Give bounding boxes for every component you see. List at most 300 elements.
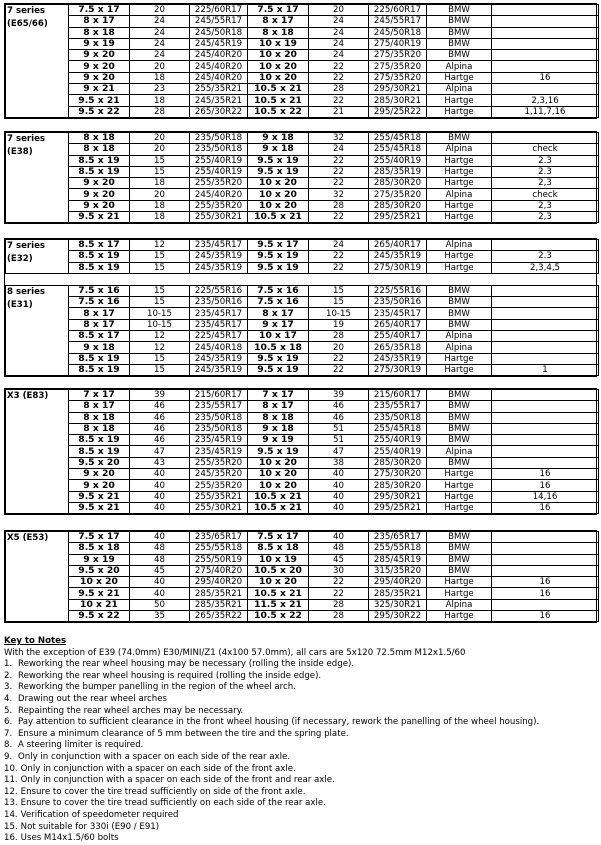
front-tyre: 245/40R18 (190, 342, 248, 353)
front-rim-size: 9 x 21 (69, 84, 130, 95)
note-item (4, 694, 599, 706)
note-text: Reworking the bumper panelling in the region of the wheel arch. (18, 682, 296, 693)
table-row (6, 95, 599, 106)
table-row (6, 457, 599, 468)
rear-rim-size: 7.5 x 17 (248, 532, 309, 543)
notes-ref (492, 50, 599, 61)
front-rim-size: 8 x 18 (69, 412, 130, 423)
rear-tyre: 285/45R19 (369, 554, 427, 565)
rear-offset: 39 (309, 390, 369, 401)
front-tyre: 235/50R18 (190, 412, 248, 423)
table-row (6, 480, 599, 491)
front-rim-size: 9 x 19 (69, 554, 130, 565)
front-tyre: 285/35R21 (190, 599, 248, 610)
rear-offset: 51 (309, 423, 369, 434)
brand: BMW (427, 565, 492, 576)
rear-tyre: 285/30R21 (369, 95, 427, 106)
front-offset: 20 (130, 189, 190, 200)
brand: Alpina (427, 599, 492, 610)
note-number: 1. (4, 659, 13, 670)
brand: Alpina (427, 61, 492, 72)
notes-ref (492, 38, 599, 49)
note-number: 12. (4, 786, 18, 797)
rear-rim-size: 7.5 x 16 (248, 285, 309, 296)
front-rim-size: 8.5 x 19 (69, 262, 130, 273)
rear-offset: 21 (309, 106, 369, 117)
rear-offset: 24 (309, 27, 369, 38)
key-to-notes (4, 636, 599, 845)
rear-offset: 22 (309, 364, 369, 375)
notes-ref (492, 543, 599, 554)
notes-ref: 16 (492, 588, 599, 599)
model-code: (E32) (7, 254, 33, 264)
table-row (6, 599, 599, 610)
brand: BMW (427, 5, 492, 16)
notes-ref (492, 16, 599, 27)
rear-offset: 22 (309, 353, 369, 364)
model-code: (E65/66) (7, 19, 48, 29)
section-x3-e83 (4, 388, 597, 515)
front-offset: 24 (130, 16, 190, 27)
note-item (4, 787, 599, 799)
rear-tyre: 265/40R17 (369, 319, 427, 330)
rear-offset: 22 (309, 251, 369, 262)
model-name: X3 (E83) (7, 391, 49, 401)
front-offset: 15 (130, 285, 190, 296)
rear-tyre: 235/50R18 (369, 412, 427, 423)
front-tyre: 255/30R21 (190, 502, 248, 513)
brand: Hartge (427, 502, 492, 513)
rear-tyre: 245/35R19 (369, 353, 427, 364)
notes-ref: 2.3 (492, 155, 599, 166)
front-offset: 24 (130, 50, 190, 61)
brand: Hartge (427, 178, 492, 189)
note-item (4, 810, 599, 822)
table-row (6, 84, 599, 95)
note-text: Reworking the rear wheel housing may be necessary (rolling the inside edge). (18, 659, 355, 670)
table-row (6, 353, 599, 364)
model-label (6, 285, 69, 375)
rear-tyre: 215/60R17 (369, 390, 427, 401)
brand: Hartge (427, 106, 492, 117)
rear-offset: 30 (309, 565, 369, 576)
rear-tyre: 255/45R18 (369, 423, 427, 434)
front-rim-size: 7.5 x 16 (69, 297, 130, 308)
front-offset: 10-15 (130, 319, 190, 330)
note-number: 9. (4, 751, 13, 762)
brand: BMW (427, 285, 492, 296)
table-row (6, 72, 599, 83)
note-item (4, 822, 599, 834)
notes-ref: 16 (492, 72, 599, 83)
rear-rim-size: 10.5 x 22 (248, 106, 309, 117)
rear-offset: 32 (309, 133, 369, 144)
notes-title: Key to Notes (4, 636, 67, 646)
brand: BMW (427, 423, 492, 434)
rear-tyre: 295/30R21 (369, 84, 427, 95)
brand: Alpina (427, 240, 492, 251)
note-text: Only in conjunction with a spacer on each side of the front and rear axle. (20, 775, 335, 786)
rear-tyre: 255/40R19 (369, 446, 427, 457)
brand: BMW (427, 133, 492, 144)
rear-tyre: 295/40R20 (369, 577, 427, 588)
front-rim-size: 9.5 x 20 (69, 457, 130, 468)
front-offset: 18 (130, 212, 190, 223)
front-offset: 50 (130, 599, 190, 610)
rear-offset: 46 (309, 401, 369, 412)
brand: Alpina (427, 331, 492, 342)
table-row (6, 342, 599, 353)
brand: Hartge (427, 251, 492, 262)
rear-rim-size: 9 x 19 (248, 435, 309, 446)
front-offset: 35 (130, 611, 190, 622)
notes-ref: 16 (492, 469, 599, 480)
rear-tyre: 255/40R19 (369, 435, 427, 446)
front-offset: 15 (130, 166, 190, 177)
note-text: A steering limiter is required. (18, 740, 144, 751)
rear-rim-size: 10 x 20 (248, 50, 309, 61)
front-tyre: 255/50R19 (190, 554, 248, 565)
table-row (6, 297, 599, 308)
note-text: Pay attention to sufficient clearance in the front wheel housing (if necessary, rework the panelling of the wheel housing). (18, 717, 540, 728)
rear-offset: 51 (309, 435, 369, 446)
table-row (6, 106, 599, 117)
front-offset: 46 (130, 401, 190, 412)
rear-tyre: 255/40R17 (369, 331, 427, 342)
section-7-series-e38 (4, 131, 597, 224)
rear-rim-size: 10 x 20 (248, 72, 309, 83)
rear-rim-size: 10.5 x 21 (248, 84, 309, 95)
notes-ref: 16 (492, 480, 599, 491)
rear-tyre: 235/45R17 (369, 308, 427, 319)
front-offset: 15 (130, 262, 190, 273)
table-row (6, 38, 599, 49)
brand: Hartge (427, 491, 492, 502)
front-tyre: 235/50R18 (190, 144, 248, 155)
rear-tyre: 285/30R20 (369, 457, 427, 468)
front-rim-size: 8 x 18 (69, 144, 130, 155)
notes-ref (492, 353, 599, 364)
note-number: 6. (4, 717, 13, 728)
rear-offset: 28 (309, 331, 369, 342)
front-offset: 20 (130, 144, 190, 155)
rear-offset: 40 (309, 480, 369, 491)
rear-rim-size: 9.5 x 19 (248, 353, 309, 364)
front-rim-size: 9 x 19 (69, 38, 130, 49)
rear-rim-size: 8.5 x 18 (248, 543, 309, 554)
front-rim-size: 8 x 18 (69, 133, 130, 144)
front-offset: 46 (130, 423, 190, 434)
model-name: X5 (E53) (7, 533, 49, 543)
front-offset: 18 (130, 178, 190, 189)
rear-rim-size: 10.5 x 22 (248, 611, 309, 622)
rear-offset: 20 (309, 342, 369, 353)
front-rim-size: 9.5 x 21 (69, 491, 130, 502)
rear-rim-size: 9 x 18 (248, 133, 309, 144)
section-divider (6, 273, 599, 285)
front-offset: 20 (130, 61, 190, 72)
notes-ref (492, 240, 599, 251)
front-rim-size: 7 x 17 (69, 390, 130, 401)
notes-ref: 2.3 (492, 166, 599, 177)
table-row (6, 331, 599, 342)
table-row (6, 61, 599, 72)
notes-ref: 16 (492, 502, 599, 513)
rear-offset: 28 (309, 611, 369, 622)
brand: BMW (427, 390, 492, 401)
front-offset: 18 (130, 200, 190, 211)
rear-offset: 46 (309, 412, 369, 423)
brand: Hartge (427, 364, 492, 375)
table-row (6, 212, 599, 223)
table-row (6, 285, 599, 296)
front-offset: 40 (130, 532, 190, 543)
rear-tyre: 285/35R19 (369, 166, 427, 177)
wheel-fitment-table (5, 239, 599, 376)
rear-rim-size: 10 x 20 (248, 469, 309, 480)
rear-offset: 28 (309, 599, 369, 610)
rear-offset: 40 (309, 532, 369, 543)
front-rim-size: 9.5 x 21 (69, 588, 130, 599)
rear-rim-size: 10.5 x 21 (248, 588, 309, 599)
brand: Alpina (427, 446, 492, 457)
front-tyre: 255/35R20 (190, 480, 248, 491)
front-rim-size: 7.5 x 17 (69, 5, 130, 16)
front-tyre: 255/30R21 (190, 212, 248, 223)
rear-rim-size: 9 x 18 (248, 144, 309, 155)
rear-offset: 10-15 (309, 308, 369, 319)
front-offset: 46 (130, 412, 190, 423)
rear-rim-size: 10 x 20 (248, 200, 309, 211)
front-offset: 48 (130, 554, 190, 565)
note-item (4, 706, 599, 718)
front-tyre: 245/35R19 (190, 251, 248, 262)
rear-rim-size: 9.5 x 17 (248, 240, 309, 251)
rear-rim-size: 10 x 20 (248, 61, 309, 72)
front-tyre: 255/35R21 (190, 84, 248, 95)
table-row (6, 364, 599, 375)
front-rim-size: 9.5 x 21 (69, 212, 130, 223)
rear-tyre: 275/35R20 (369, 189, 427, 200)
front-tyre: 255/35R20 (190, 457, 248, 468)
front-tyre: 245/35R19 (190, 353, 248, 364)
model-name: 7 series (7, 134, 46, 144)
brand: BMW (427, 297, 492, 308)
brand: Alpina (427, 342, 492, 353)
notes-ref: 14,16 (492, 491, 599, 502)
front-tyre: 245/35R21 (190, 95, 248, 106)
rear-offset: 24 (309, 144, 369, 155)
note-item (4, 659, 599, 671)
table-row (6, 401, 599, 412)
note-item (4, 798, 599, 810)
note-item (4, 729, 599, 741)
rear-tyre: 285/30R20 (369, 178, 427, 189)
front-rim-size: 9.5 x 20 (69, 565, 130, 576)
rear-rim-size: 10 x 19 (248, 554, 309, 565)
front-offset: 23 (130, 84, 190, 95)
wheel-fitment-table (5, 132, 599, 223)
rear-offset: 45 (309, 554, 369, 565)
rear-rim-size: 8 x 17 (248, 16, 309, 27)
brand: Hartge (427, 200, 492, 211)
notes-ref (492, 599, 599, 610)
notes-ref (492, 412, 599, 423)
notes-ref: 2,3 (492, 212, 599, 223)
table-row (6, 308, 599, 319)
section-7-series-e32-8-series-e31 (4, 238, 597, 377)
table-row (6, 166, 599, 177)
front-tyre: 235/45R19 (190, 446, 248, 457)
rear-rim-size: 9 x 17 (248, 319, 309, 330)
front-offset: 40 (130, 588, 190, 599)
note-item (4, 717, 599, 729)
table-row (6, 543, 599, 554)
front-rim-size: 8.5 x 19 (69, 353, 130, 364)
front-rim-size: 8 x 17 (69, 319, 130, 330)
divider-cell (6, 273, 599, 285)
notes-ref (492, 435, 599, 446)
brand: Hartge (427, 262, 492, 273)
brand: BMW (427, 457, 492, 468)
note-text: Ensure a minimum clearance of 5 mm between the tire and the spring plate. (18, 728, 349, 739)
rear-offset: 28 (309, 200, 369, 211)
front-offset: 48 (130, 543, 190, 554)
notes-ref: check (492, 144, 599, 155)
notes-ref (492, 342, 599, 353)
rear-tyre: 225/55R16 (369, 285, 427, 296)
note-number: 4. (4, 693, 13, 704)
front-rim-size: 9 x 20 (69, 50, 130, 61)
front-rim-size: 7.5 x 16 (69, 285, 130, 296)
front-tyre: 245/40R20 (190, 61, 248, 72)
brand: BMW (427, 554, 492, 565)
brand: Hartge (427, 469, 492, 480)
front-offset: 12 (130, 240, 190, 251)
note-number: 16. (4, 833, 18, 844)
table-row (6, 446, 599, 457)
brand: BMW (427, 435, 492, 446)
brand: Hartge (427, 166, 492, 177)
brand: Hartge (427, 611, 492, 622)
brand: BMW (427, 16, 492, 27)
note-number: 3. (4, 682, 13, 693)
front-rim-size: 9.5 x 22 (69, 611, 130, 622)
rear-tyre: 285/35R21 (369, 588, 427, 599)
front-rim-size: 8.5 x 19 (69, 166, 130, 177)
brand: Hartge (427, 72, 492, 83)
rear-tyre: 225/60R17 (369, 5, 427, 16)
rear-tyre: 285/30R20 (369, 480, 427, 491)
brand: Hartge (427, 577, 492, 588)
rear-rim-size: 10.5 x 21 (248, 212, 309, 223)
note-text: Ensure to cover the tire tread sufficiently on each side of the rear axle. (20, 798, 326, 809)
front-tyre: 255/55R18 (190, 543, 248, 554)
notes-ref (492, 84, 599, 95)
rear-offset: 22 (309, 95, 369, 106)
notes-ref (492, 446, 599, 457)
rear-tyre: 275/35R20 (369, 50, 427, 61)
front-tyre: 255/35R20 (190, 200, 248, 211)
notes-ref: 2,3,16 (492, 95, 599, 106)
notes-ref: 16 (492, 577, 599, 588)
rear-offset: 24 (309, 38, 369, 49)
front-tyre: 265/30R22 (190, 106, 248, 117)
rear-rim-size: 8 x 17 (248, 401, 309, 412)
front-rim-size: 9 x 20 (69, 189, 130, 200)
rear-offset: 38 (309, 457, 369, 468)
rear-rim-size: 11.5 x 21 (248, 599, 309, 610)
front-tyre: 245/35R20 (190, 469, 248, 480)
note-text: Reworking the rear wheel housing is required (rolling the inside edge). (18, 670, 322, 681)
rear-tyre: 275/40R19 (369, 38, 427, 49)
rear-rim-size: 10.5 x 18 (248, 342, 309, 353)
rear-rim-size: 10 x 20 (248, 457, 309, 468)
front-rim-size: 9 x 18 (69, 342, 130, 353)
brand: BMW (427, 319, 492, 330)
note-text: Only in conjunction with a spacer on each side of the front axle. (20, 763, 296, 774)
front-rim-size: 10 x 21 (69, 599, 130, 610)
front-tyre: 235/50R18 (190, 423, 248, 434)
rear-tyre: 255/45R18 (369, 144, 427, 155)
note-number: 5. (4, 705, 13, 716)
front-offset: 15 (130, 297, 190, 308)
model-label (6, 133, 69, 223)
rear-rim-size: 9.5 x 19 (248, 364, 309, 375)
rear-offset: 15 (309, 297, 369, 308)
rear-rim-size: 10.5 x 21 (248, 491, 309, 502)
wheel-fitment-table (5, 531, 599, 622)
rear-offset: 22 (309, 166, 369, 177)
model-code: (E38) (7, 147, 33, 157)
rear-rim-size: 8 x 17 (248, 308, 309, 319)
rear-rim-size: 10.5 x 21 (248, 502, 309, 513)
note-item (4, 775, 599, 787)
rear-tyre: 275/30R19 (369, 262, 427, 273)
rear-tyre: 265/40R17 (369, 240, 427, 251)
front-offset: 40 (130, 491, 190, 502)
brand: BMW (427, 543, 492, 554)
note-number: 8. (4, 740, 13, 751)
brand: BMW (427, 532, 492, 543)
brand: BMW (427, 27, 492, 38)
notes-ref (492, 297, 599, 308)
front-tyre: 235/45R17 (190, 319, 248, 330)
brand: Alpina (427, 144, 492, 155)
table-row (6, 412, 599, 423)
rear-rim-size: 9.5 x 19 (248, 251, 309, 262)
table-row (6, 240, 599, 251)
rear-offset: 40 (309, 469, 369, 480)
brand: BMW (427, 308, 492, 319)
table-row (6, 469, 599, 480)
front-tyre: 225/60R17 (190, 5, 248, 16)
note-item (4, 671, 599, 683)
rear-rim-size: 10 x 17 (248, 331, 309, 342)
front-offset: 40 (130, 469, 190, 480)
front-rim-size: 8.5 x 18 (69, 543, 130, 554)
rear-tyre: 275/30R19 (369, 364, 427, 375)
rear-tyre: 255/45R18 (369, 133, 427, 144)
notes-ref (492, 27, 599, 38)
front-tyre: 245/55R17 (190, 16, 248, 27)
rear-tyre: 295/25R22 (369, 106, 427, 117)
brand: Hartge (427, 353, 492, 364)
table-row (6, 502, 599, 513)
front-rim-size: 9 x 20 (69, 480, 130, 491)
notes-ref: check (492, 189, 599, 200)
front-offset: 15 (130, 155, 190, 166)
